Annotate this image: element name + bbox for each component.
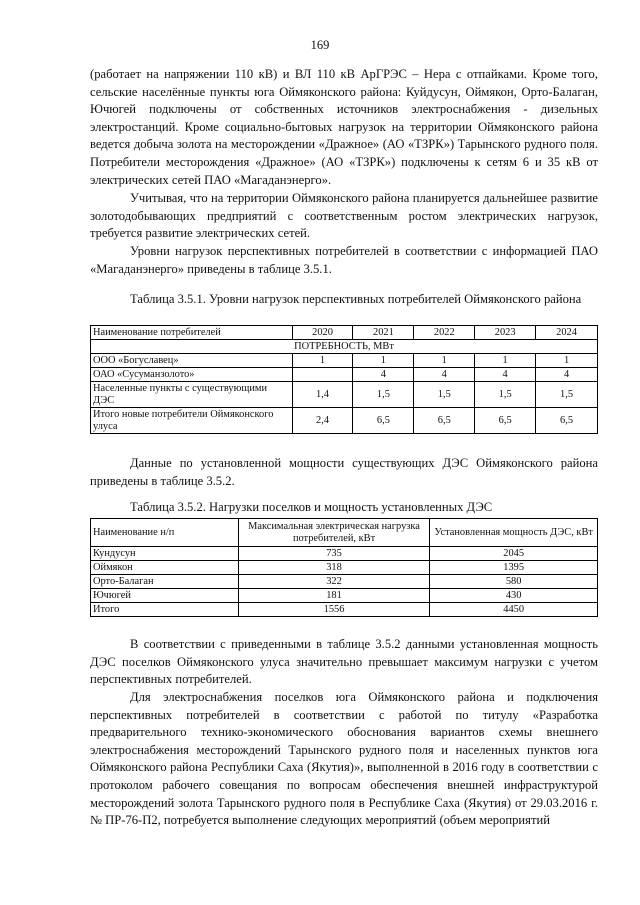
table2-cell-name: Орто-Балаган [91, 575, 239, 589]
table1-header-year: 2021 [353, 326, 414, 340]
table1-cell: 1 [353, 354, 414, 368]
paragraph-load-levels: Уровни нагрузок перспективных потребителей в соответствии с информацией ПАО «Магаданэнерго» приведены в таблице 3.5.1. [90, 244, 598, 276]
table1-cell: 6,5 [414, 408, 475, 434]
table1-header-name: Наименование потребителей [91, 326, 293, 340]
table1-cell: 4 [353, 368, 414, 382]
table1-cell: 6,5 [353, 408, 414, 434]
table2-cell-name: Ючюгей [91, 589, 239, 603]
table1-cell-name: Итого новые потребители Оймяконского улуса [91, 408, 293, 434]
table2-header-row [91, 519, 598, 547]
table2-cell: 1395 [430, 561, 598, 575]
table1-cell: 1 [475, 354, 536, 368]
table1-cell: 2,4 [292, 408, 353, 434]
paragraph-development: Учитывая, что на территории Оймяконского района планируется дальнейшее развитие золотодобывающих предприятий с соответственным ростом электрических нагрузок, требуется развитие электрических сетей. [90, 191, 598, 241]
table1-cell-name: ООО «Богуславец» [91, 354, 293, 368]
table-row [91, 603, 598, 617]
table2-cell-name: Кундусун [91, 547, 239, 561]
table2-cell: 580 [430, 575, 598, 589]
table1-subheader-row [91, 340, 598, 354]
settlement-loads-table [90, 518, 598, 617]
table1-header-year: 2020 [292, 326, 353, 340]
table1-header-row [91, 326, 598, 340]
table-row [91, 575, 598, 589]
table-row [91, 368, 598, 382]
paragraph-intro: (работает на напряжении 110 кВ) и ВЛ 110 кВ АрГРЭС – Нера с отпайками. Кроме того, сельские населённые пункты юга Оймяконского района: Куйдусун, Оймякон, Орто-Балаган, Ючюгей подключены от собственных источников электроснабжения - дизельных электростанций. Кроме социально-бытовых нагрузок на территории Оймяконского района ведется добыча золота на месторождении «Дражное» (АО «ТЗРК») Тарынского рудного поля. Потребители месторождения «Дражное» (АО «ТЗРК») подключены к сетям 6 и 35 кВ от электрических сетей ПАО «Магаданэнерго». [90, 67, 598, 187]
table1-cell: 6,5 [475, 408, 536, 434]
table1-cell: 1 [292, 354, 353, 368]
table1-subheader: ПОТРЕБНОСТЬ, МВт [91, 340, 598, 354]
table1-cell [292, 368, 353, 382]
table1-cell: 1,5 [475, 382, 536, 408]
paragraph-conclusion: В соответствии с приведенными в таблице 3.5.2 данными установленная мощность ДЭС поселков Оймяконского улуса значительно превышает максимум нагрузки с учетом перспективных потребителей. [90, 637, 598, 687]
table2-caption: Таблица 3.5.2. Нагрузки поселков и мощность установленных ДЭС [130, 500, 493, 514]
table1-cell: 1,5 [414, 382, 475, 408]
table1-header-year: 2022 [414, 326, 475, 340]
table2-cell: 4450 [430, 603, 598, 617]
paragraph-des-data: Данные по установленной мощности существующих ДЭС Оймяконского района приведены в таблице 3.5.2. [90, 456, 598, 488]
table2-cell: 2045 [430, 547, 598, 561]
page-number: 169 [310, 38, 330, 52]
table2-header-installed-power: Установленная мощность ДЭС, кВт [430, 519, 598, 547]
table2-cell-name: Оймякон [91, 561, 239, 575]
table-row [91, 408, 598, 434]
table1-cell-name: Населенные пункты с существующими ДЭС [91, 382, 293, 408]
table2-cell: 181 [238, 589, 430, 603]
table1-cell: 1,5 [536, 382, 598, 408]
table1-header-year: 2024 [536, 326, 598, 340]
table2-cell: 322 [238, 575, 430, 589]
table1-cell: 1 [414, 354, 475, 368]
table1-cell: 1 [536, 354, 598, 368]
table1-cell: 4 [536, 368, 598, 382]
table2-cell: 430 [430, 589, 598, 603]
table-row [91, 382, 598, 408]
table1-cell: 4 [475, 368, 536, 382]
table-row [91, 354, 598, 368]
table2-cell: 1556 [238, 603, 430, 617]
table1-header-year: 2023 [475, 326, 536, 340]
table2-header-max-load: Максимальная электрическая нагрузка потребителей, кВт [238, 519, 430, 547]
table1-caption: Таблица 3.5.1. Уровни нагрузок перспективных потребителей Оймяконского района [130, 292, 582, 306]
table1-cell-name: ОАО «Сусуманзолото» [91, 368, 293, 382]
table2-cell: 318 [238, 561, 430, 575]
table1-cell: 4 [414, 368, 475, 382]
table-row [91, 547, 598, 561]
table1-cell: 1,4 [292, 382, 353, 408]
table-row [91, 561, 598, 575]
load-levels-table [90, 325, 598, 434]
table1-cell: 1,5 [353, 382, 414, 408]
table2-header-name: Наименование н/п [91, 519, 239, 547]
table2-cell: 735 [238, 547, 430, 561]
table2-cell-name: Итого [91, 603, 239, 617]
paragraph-measures: Для электроснабжения поселков юга Оймяконского района и подключения перспективных потребителей в соответствии с работой по титулу «Разработка предварительного технико-экономического обоснования вариантов схемы внешнего электроснабжения месторождений Тарынского рудного поля и населенных пунктов юга Оймяконского района Республики Саха (Якутия)», выполненной в 2016 году в соответствии с протоколом рабочего совещания по вопросам обеспечения внешней инфраструктурой месторождений золота Тарынского рудного поля в Республике Саха (Якутия) от 29.03.2016 г. № ПР-76-П2, потребуется выполнение следующих мероприятий (объем мероприятий [90, 690, 598, 828]
table-row [91, 589, 598, 603]
table1-cell: 6,5 [536, 408, 598, 434]
